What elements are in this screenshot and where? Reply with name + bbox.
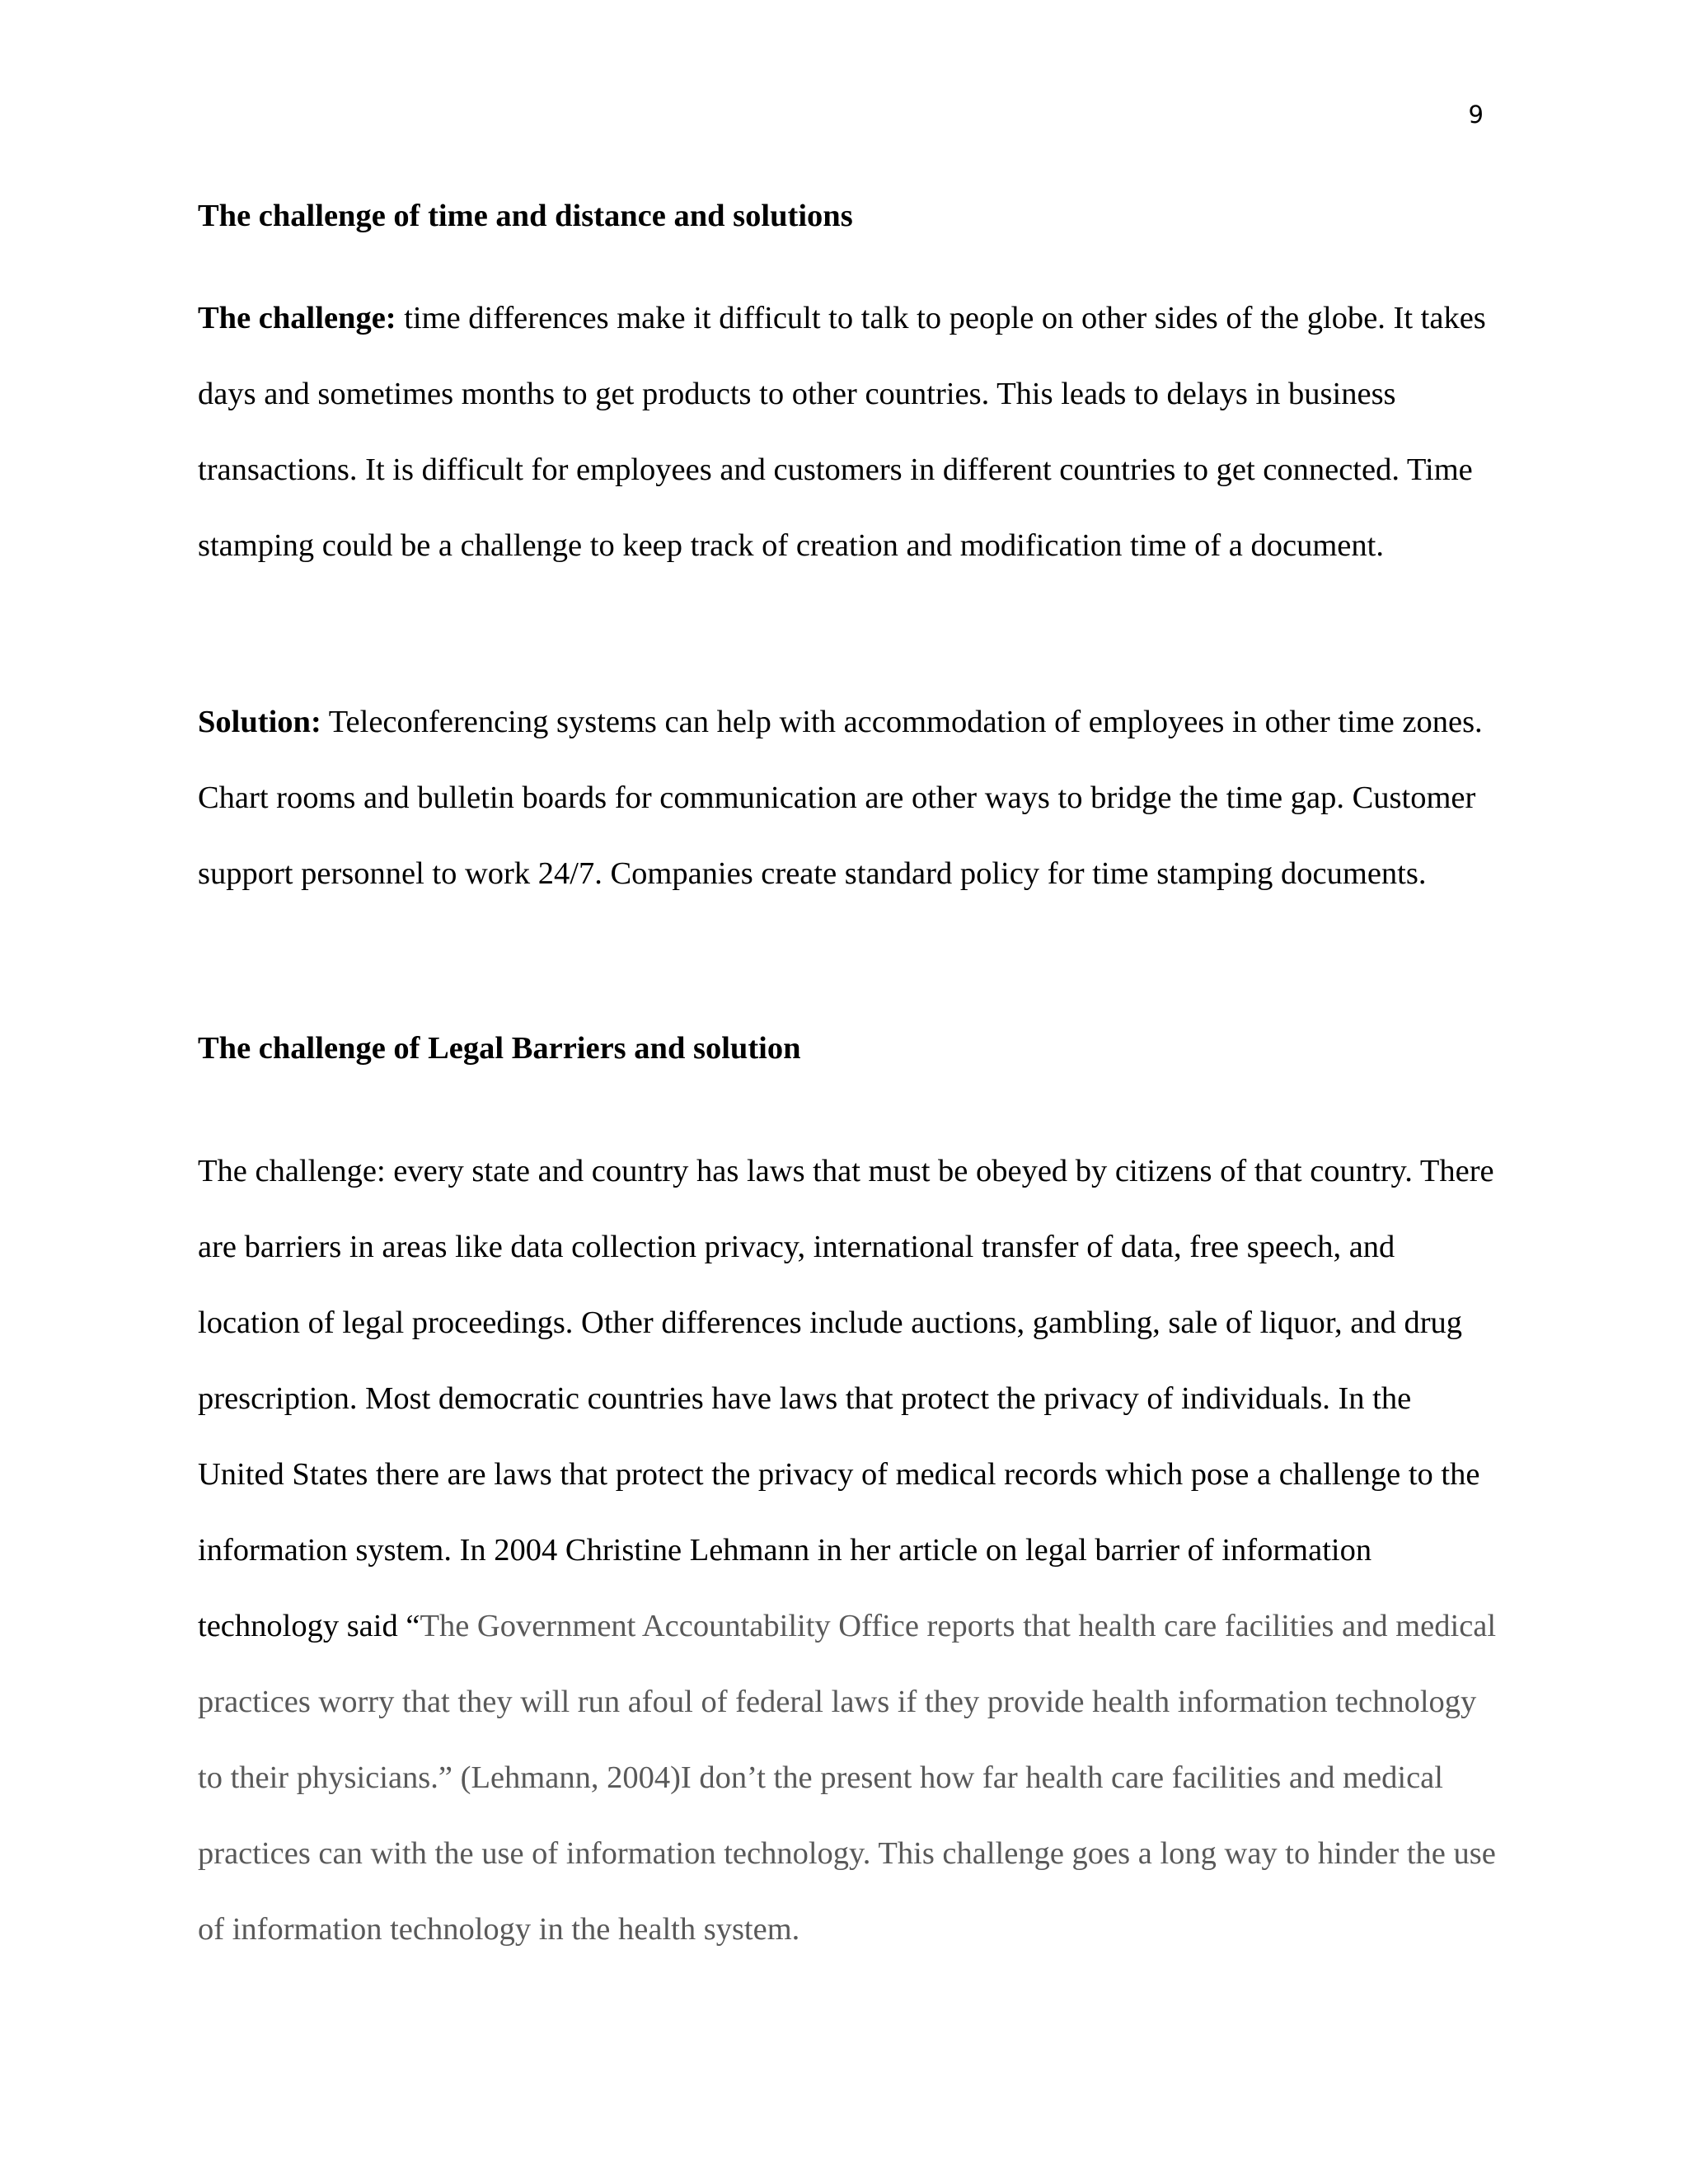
challenge-label: The challenge:	[198, 301, 396, 335]
legal-challenge-text: The challenge: every state and country has laws that must be obeyed by citizens of that country. There are barriers in areas like data collection privacy, international transfer of data, free speech, and location of legal proceedings. Other differences include auctions, gambling, sale of liquor, and drug prescription. Most democratic countries have laws that protect the privacy of individuals. In the United States there are laws that protect the privacy of medical records which pose a challenge to the information system. In 2004 Christine Lehmann in her article on legal barrier of information technology said “	[198, 1154, 1494, 1643]
paragraph-legal-challenge	[198, 1133, 1498, 1967]
page-number: 9	[1468, 101, 1484, 129]
challenge-text: time differences make it difficult to talk to people on other sides of the globe. It takes days and sometimes months to get products to other countries. This leads to delays in business transactions. It is difficult for employees and customers in different countries to get connected. Time stamping could be a challenge to keep track of creation and modification time of a document.	[198, 301, 1486, 563]
solution-text: Teleconferencing systems can help with accommodation of employees in other time zones. Chart rooms and bulletin boards for communication are other ways to bridge the time gap. Customer support personnel to work 24/7. Companies create standard policy for time stamping documents.	[198, 705, 1483, 891]
paragraph-time-solution	[198, 684, 1498, 912]
paragraph-time-challenge	[198, 280, 1498, 583]
solution-label: Solution:	[198, 705, 321, 739]
section-heading-legal-barriers: The challenge of Legal Barriers and solution	[198, 1031, 801, 1066]
legal-quote-text: The Government Accountability Office reports that health care facilities and medical practices worry that they will run afoul of federal laws if they provide health information technology to their physicians.” (Lehmann, 2004)I don’t the present how far health care facilities and medical practices can with the use of information technology. This challenge goes a long way to hinder the use of information technology in the health system.	[198, 1609, 1497, 1947]
section-heading-time-distance: The challenge of time and distance and solutions	[198, 199, 853, 233]
